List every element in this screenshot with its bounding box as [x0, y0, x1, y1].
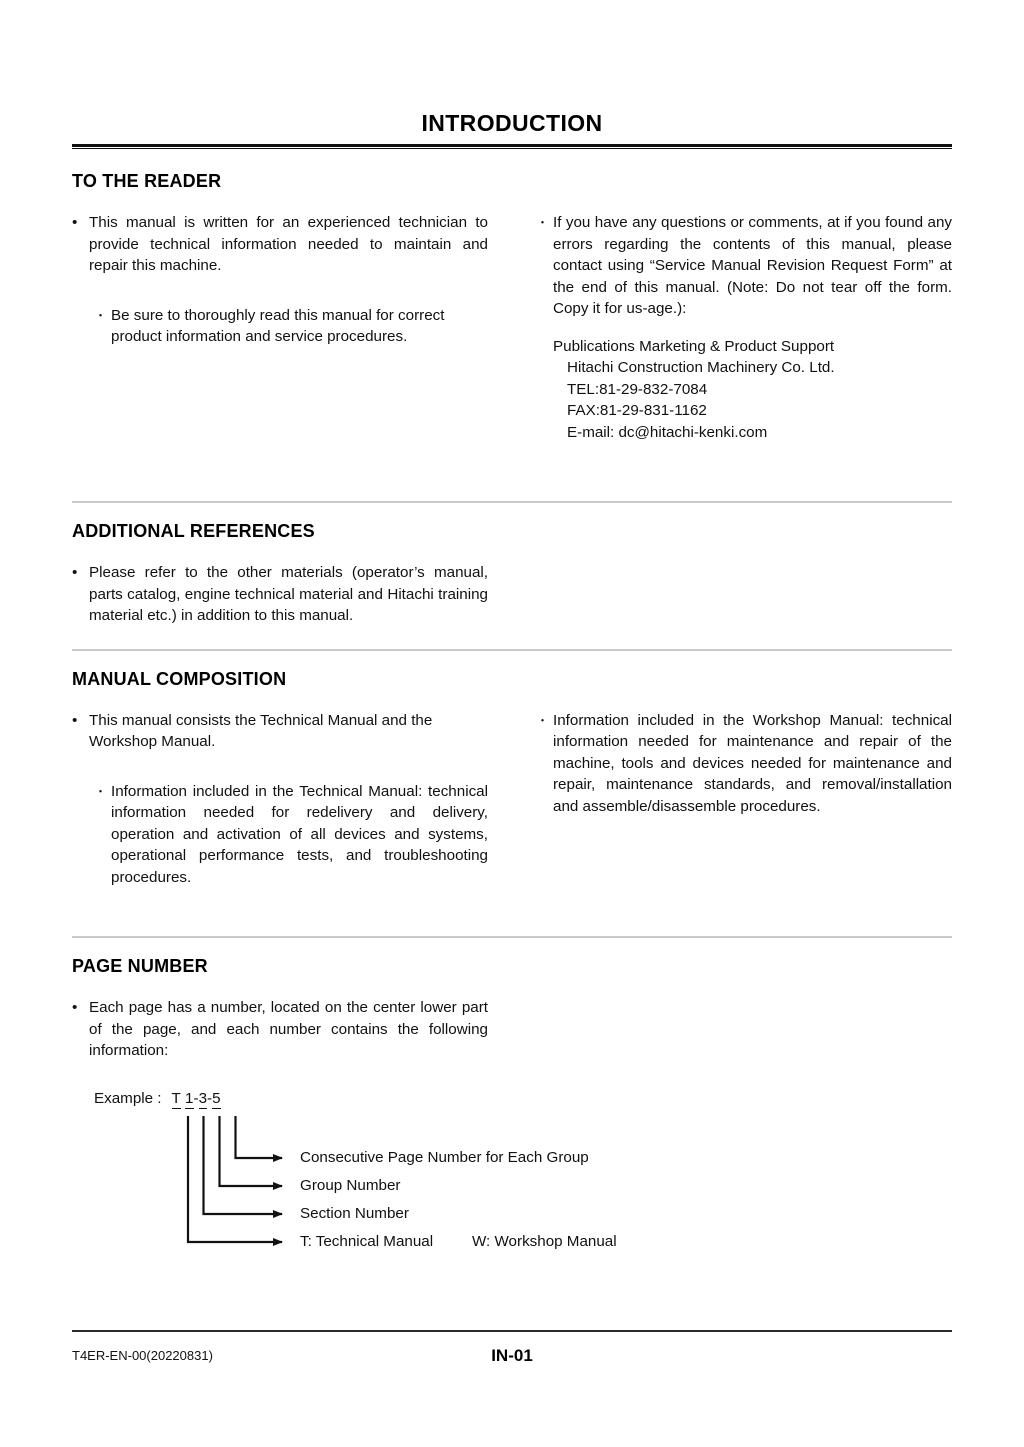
section-heading-to-the-reader: TO THE READER — [72, 171, 222, 191]
sub-bullet-icon: ・ — [94, 307, 108, 323]
additional-references-columns — [72, 562, 952, 627]
list-item-text: Please refer to the other materials (operator’s manual, parts catalog, engine technical material and Hitachi training material etc.) in addition to this manual. — [89, 564, 488, 624]
manual-composition-columns — [72, 710, 952, 905]
leader-line-group — [220, 1116, 283, 1186]
list-item — [536, 710, 952, 818]
page-content — [72, 110, 952, 1258]
example-label: Example : — [94, 1089, 162, 1107]
example-part-section: 1 — [185, 1089, 194, 1107]
contact-block — [536, 336, 952, 444]
section-heading-manual-composition: MANUAL COMPOSITION — [72, 668, 287, 689]
leader-line-page — [236, 1116, 283, 1158]
example-code — [172, 1090, 221, 1107]
page-footer — [72, 1330, 952, 1372]
section-divider — [72, 649, 952, 651]
spacer — [72, 769, 488, 781]
sub-bullet-icon: ・ — [94, 783, 108, 799]
contact-fax: FAX:81-29-831-1162 — [567, 402, 707, 419]
example-part-page: 5 — [212, 1089, 221, 1107]
additional-references-left-column — [72, 562, 488, 627]
page-title: INTRODUCTION — [421, 110, 603, 136]
callout-label-manual-technical: T: Technical Manual — [300, 1232, 434, 1250]
page-number-columns — [72, 997, 952, 1062]
sub-bullet-icon: ・ — [536, 215, 550, 230]
to-the-reader-columns — [72, 212, 952, 443]
bullet-icon: • — [72, 711, 78, 729]
list-item — [72, 710, 488, 753]
callout-label-page: Consecutive Page Number for Each Group — [300, 1148, 589, 1166]
page-number-left-column — [72, 997, 488, 1062]
sub-bullet-icon: ・ — [536, 712, 550, 728]
spacer — [72, 627, 952, 649]
callout-label-group: Group Number — [300, 1176, 401, 1194]
bullet-icon: • — [72, 214, 78, 231]
callout-label-manual-workshop: W: Workshop Manual — [472, 1232, 617, 1250]
list-item-text: This manual is written for an experienced technician to provide technical information needed to maintain and repair this machine. — [89, 214, 488, 274]
list-item — [536, 212, 952, 320]
list-item-text: This manual consists the Technical Manual and the Workshop Manual. — [89, 711, 433, 750]
footer-document-code: T4ER-EN-00(20220831) — [72, 1348, 213, 1363]
example-separator-1: - — [193, 1089, 199, 1107]
spacer — [72, 443, 952, 501]
footer-page-number: IN-01 — [491, 1346, 533, 1365]
example-part-group: 3 — [198, 1089, 208, 1107]
section-heading-additional-references: ADDITIONAL REFERENCES — [72, 521, 315, 541]
manual-composition-right-column — [536, 710, 952, 905]
list-item-text: Be sure to thoroughly read this manual for correct product information and service procedures. — [111, 306, 445, 345]
bullet-block — [536, 212, 952, 320]
contact-telephone: TEL:81-29-832-7084 — [567, 380, 708, 398]
contact-organization: Publications Marketing & Product Support — [553, 337, 835, 355]
list-item — [72, 562, 488, 627]
callout-label-section: Section Number — [300, 1204, 409, 1222]
footer-divider — [72, 1330, 952, 1332]
example-separator-2: - — [207, 1089, 213, 1107]
spacer — [72, 293, 488, 305]
title-double-rule — [72, 144, 952, 149]
list-item-text: If you have any questions or comments, at if you found any errors regarding the contents of this manual, please contact using “Service Manual Revision Request Form” at the end of this manual. (Note: Do not tear off the form. Copy it for us-age.): — [553, 214, 952, 317]
to-the-reader-left-column — [72, 212, 488, 443]
list-item — [94, 781, 488, 889]
page-number-right-column — [536, 997, 952, 1062]
list-item-text: Information included in the Technical Manual: technical information needed for redelivery and delivery, operation and activation of all devices and systems, operational performance tests, and troubleshooting procedures. — [111, 782, 488, 886]
sub-bullet-block — [72, 305, 488, 348]
example-part-manual: T — [171, 1089, 181, 1107]
contact-company: Hitachi Construction Machinery Co. Ltd. — [567, 359, 835, 376]
spacer — [72, 904, 952, 936]
section-divider — [72, 501, 952, 503]
page-number-example-diagram — [72, 1088, 952, 1258]
list-item — [94, 305, 488, 348]
sub-bullet-block — [72, 781, 488, 889]
leader-line-section — [204, 1116, 283, 1214]
bullet-icon: • — [72, 999, 78, 1016]
bullet-block — [72, 710, 488, 753]
to-the-reader-right-column — [536, 212, 952, 443]
additional-references-right-column — [536, 562, 952, 627]
contact-email: E-mail: dc@hitachi-kenki.com — [567, 423, 768, 441]
bullet-icon: • — [72, 564, 78, 581]
bullet-block — [72, 212, 488, 277]
list-item-text: Each page has a number, located on the center lower part of the page, and each number contains the following information: — [89, 999, 488, 1059]
list-item — [72, 997, 488, 1062]
list-item-text: Information included in the Workshop Manual: technical information needed for maintenance and repair of the machine, tools and devices needed for maintenance and repair, maintenance standards, and removal/installation and assemble/disassemble procedures. — [553, 711, 952, 815]
list-item — [72, 212, 488, 277]
footer-row — [72, 1348, 952, 1372]
manual-composition-left-column — [72, 710, 488, 905]
section-divider — [72, 936, 952, 938]
section-heading-page-number: PAGE NUMBER — [72, 956, 208, 976]
